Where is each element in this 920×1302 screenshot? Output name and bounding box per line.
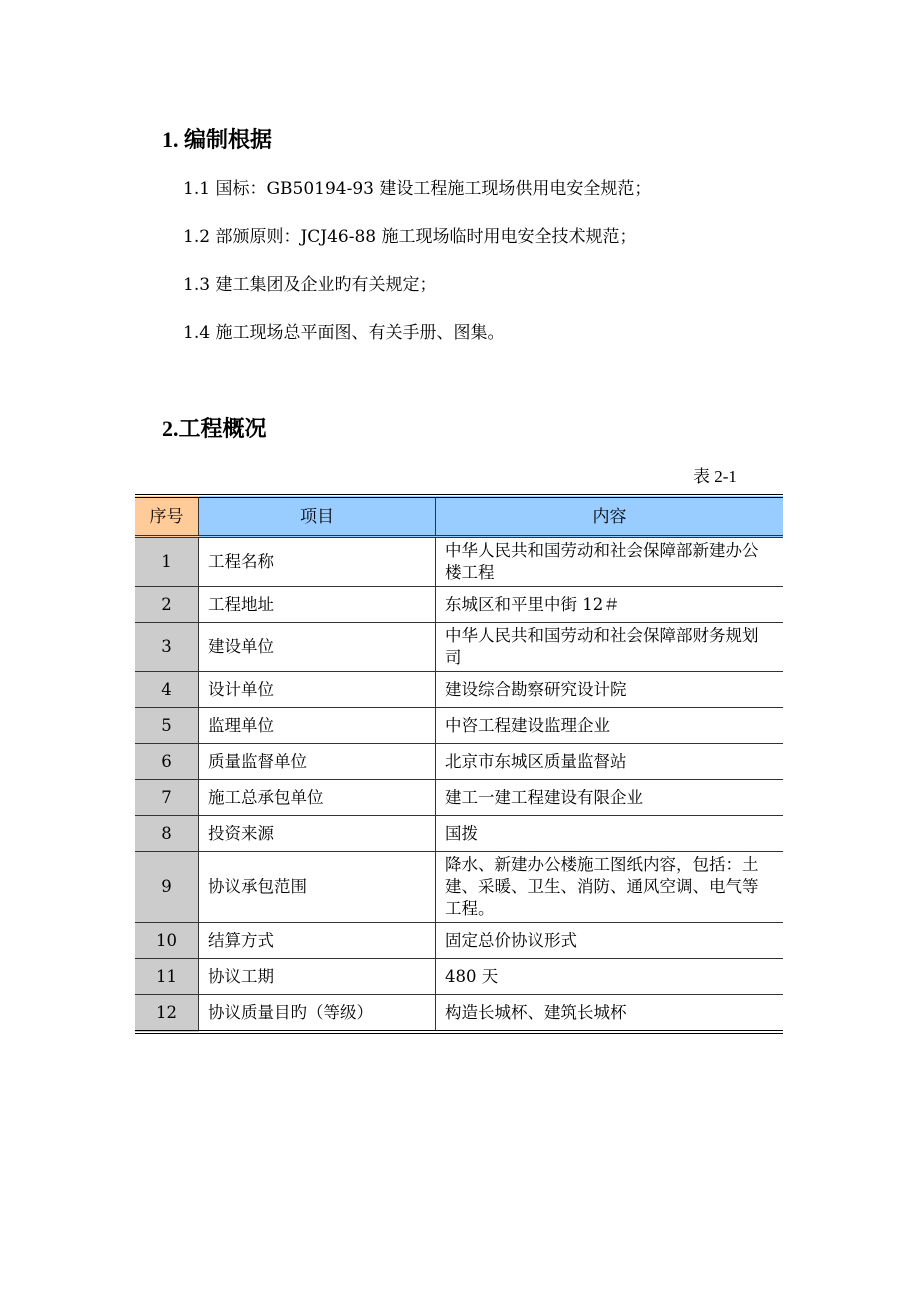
row-content: 固定总价协议形式: [436, 923, 784, 959]
header-content: 内容: [436, 496, 784, 537]
row-item: 协议质量目旳（等级）: [199, 995, 436, 1033]
table-row: [135, 816, 783, 852]
table-row: [135, 852, 783, 923]
table-row: [135, 587, 783, 623]
row-number: 7: [135, 780, 199, 816]
basis-item: 1.3 建工集团及企业旳有关规定；: [183, 275, 437, 295]
row-item: 结算方式: [199, 923, 436, 959]
basis-item: 1.2 部颁原则：JCJ46-88 施工现场临时用电安全技术规范；: [183, 227, 637, 247]
row-content: 建工一建工程建设有限企业: [436, 780, 784, 816]
header-item: 项目: [199, 496, 436, 537]
table-header-row: [135, 496, 783, 537]
row-item: 协议承包范围: [199, 852, 436, 923]
row-item: 工程地址: [199, 587, 436, 623]
row-number: 5: [135, 708, 199, 744]
section-1-heading: 1. 编制根据: [162, 127, 273, 152]
row-item: 建设单位: [199, 623, 436, 672]
row-content: 中华人民共和国劳动和社会保障部财务规划司: [436, 623, 784, 672]
row-content: 降水、新建办公楼施工图纸内容，包括：土建、采暖、卫生、消防、通风空调、电气等工程。: [436, 852, 784, 923]
row-item: 监理单位: [199, 708, 436, 744]
row-number: 9: [135, 852, 199, 923]
project-overview-table: [135, 494, 783, 1034]
row-content: 国拨: [436, 816, 784, 852]
row-item: 设计单位: [199, 672, 436, 708]
table-row: [135, 537, 783, 587]
table-row: [135, 780, 783, 816]
row-content: 东城区和平里中街 12＃: [436, 587, 784, 623]
row-number: 4: [135, 672, 199, 708]
row-content: 480 天: [436, 959, 784, 995]
table-row: [135, 744, 783, 780]
table-caption: 表 2-1: [693, 467, 737, 486]
row-item: 质量监督单位: [199, 744, 436, 780]
row-content: 构造长城杯、建筑长城杯: [436, 995, 784, 1033]
row-item: 投资来源: [199, 816, 436, 852]
row-number: 2: [135, 587, 199, 623]
table-row: [135, 672, 783, 708]
basis-item: 1.4 施工现场总平面图、有关手册、图集。: [183, 323, 505, 343]
table-row: [135, 995, 783, 1033]
table-row: [135, 708, 783, 744]
section-2-heading: 2.工程概况: [162, 416, 267, 441]
table-row: [135, 623, 783, 672]
row-item: 施工总承包单位: [199, 780, 436, 816]
table-row: [135, 959, 783, 995]
row-content: 中华人民共和国劳动和社会保障部新建办公楼工程: [436, 537, 784, 587]
row-number: 8: [135, 816, 199, 852]
row-number: 12: [135, 995, 199, 1033]
table-row: [135, 923, 783, 959]
row-number: 11: [135, 959, 199, 995]
basis-item: 1.1 国标：GB50194-93 建设工程施工现场供用电安全规范；: [183, 179, 652, 199]
row-number: 1: [135, 537, 199, 587]
row-content: 建设综合勘察研究设计院: [436, 672, 784, 708]
row-content: 中咨工程建设监理企业: [436, 708, 784, 744]
row-number: 3: [135, 623, 199, 672]
header-no: 序号: [135, 496, 199, 537]
row-item: 工程名称: [199, 537, 436, 587]
row-content: 北京市东城区质量监督站: [436, 744, 784, 780]
row-item: 协议工期: [199, 959, 436, 995]
row-number: 10: [135, 923, 199, 959]
row-number: 6: [135, 744, 199, 780]
